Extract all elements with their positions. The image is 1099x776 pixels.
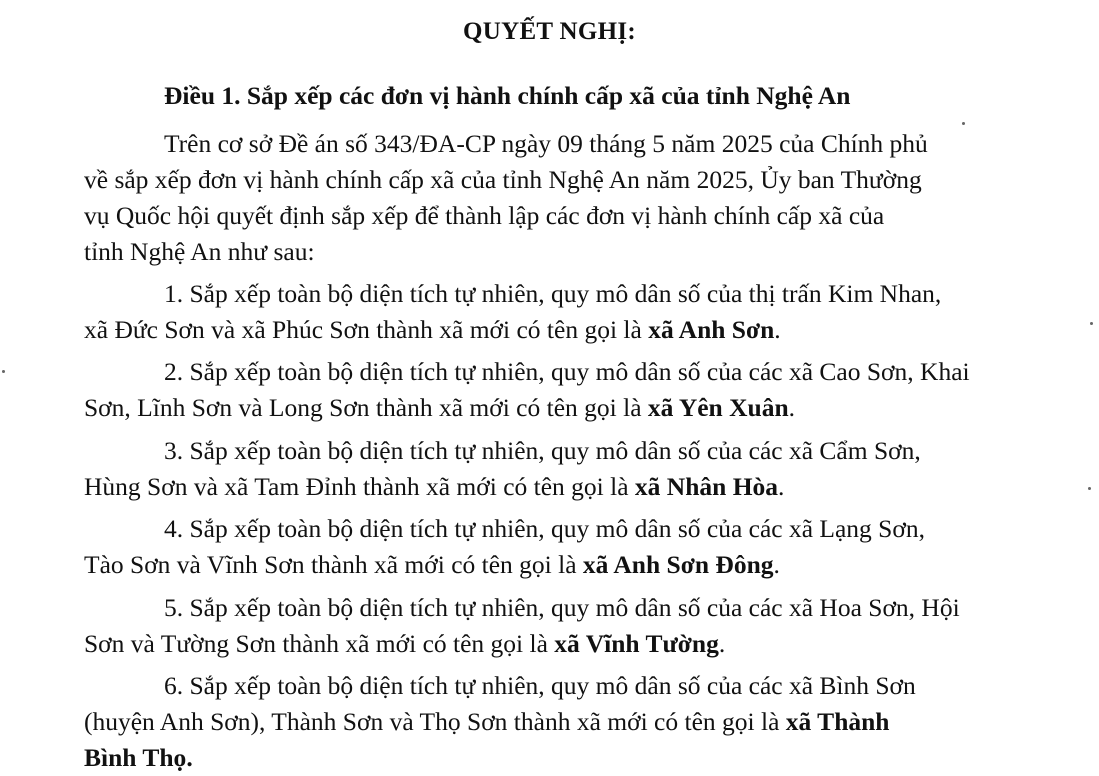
item-2-line-2 bbox=[84, 390, 795, 426]
item-6-new-commune-part-2: Bình Thọ bbox=[84, 743, 187, 772]
item-5-new-commune: xã Vĩnh Tường bbox=[554, 629, 719, 658]
item-1-text: xã Đức Sơn và xã Phúc Sơn thành xã mới có tên gọi là bbox=[84, 315, 649, 344]
item-2-text: Sơn, Lĩnh Sơn và Long Sơn thành xã mới có tên gọi là bbox=[84, 393, 648, 422]
intro-line-2: về sắp xếp đơn vị hành chính cấp xã của tỉnh Nghệ An năm 2025, Ủy ban Thường bbox=[84, 165, 922, 194]
item-2-end: . bbox=[788, 393, 796, 422]
item-2-new-commune: xã Yên Xuân bbox=[647, 393, 789, 422]
item-3-line-1: 3. Sắp xếp toàn bộ diện tích tự nhiên, quy mô dân số của các xã Cẩm Sơn, bbox=[164, 436, 921, 465]
item-6-line-1: 6. Sắp xếp toàn bộ diện tích tự nhiên, quy mô dân số của các xã Bình Sơn bbox=[164, 671, 916, 700]
scan-speck bbox=[962, 122, 965, 125]
item-1-line-2 bbox=[84, 312, 781, 348]
item-4-line-2 bbox=[84, 547, 780, 583]
item-5-text: Sơn và Tường Sơn thành xã mới có tên gọi là bbox=[84, 629, 555, 658]
item-6-line-2 bbox=[84, 704, 889, 740]
item-1-end: . bbox=[774, 315, 781, 344]
item-2-line-1: 2. Sắp xếp toàn bộ diện tích tự nhiên, quy mô dân số của các xã Cao Sơn, Khai bbox=[164, 357, 970, 386]
item-4-new-commune: xã Anh Sơn Đông bbox=[582, 550, 774, 579]
item-4-text: Tào Sơn và Vĩnh Sơn thành xã mới có tên gọi là bbox=[84, 550, 583, 579]
item-3-end: . bbox=[778, 472, 785, 501]
item-6-line-3 bbox=[84, 740, 193, 776]
scan-speck bbox=[1090, 322, 1093, 325]
item-6-new-commune-part-1: xã Thành bbox=[785, 707, 890, 736]
item-1-line-1: 1. Sắp xếp toàn bộ diện tích tự nhiên, quy mô dân số của thị trấn Kim Nhan, bbox=[164, 279, 942, 308]
intro-line-3: vụ Quốc hội quyết định sắp xếp để thành lập các đơn vị hành chính cấp xã của bbox=[84, 201, 885, 230]
item-3-text: Hùng Sơn và xã Tam Đỉnh thành xã mới có tên gọi là bbox=[84, 472, 635, 501]
item-4-line-1: 4. Sắp xếp toàn bộ diện tích tự nhiên, quy mô dân số của các xã Lạng Sơn, bbox=[164, 514, 925, 543]
resolution-heading: QUYẾT NGHỊ: bbox=[462, 18, 636, 45]
item-4-end: . bbox=[773, 550, 780, 579]
item-6-text: (huyện Anh Sơn), Thành Sơn và Thọ Sơn thành xã mới có tên gọi là bbox=[84, 707, 786, 736]
item-5-end: . bbox=[718, 629, 726, 658]
item-5-line-1: 5. Sắp xếp toàn bộ diện tích tự nhiên, quy mô dân số của các xã Hoa Sơn, Hội bbox=[164, 593, 960, 622]
item-6-end: . bbox=[186, 743, 193, 772]
scan-speck bbox=[2, 370, 5, 373]
item-3-line-2 bbox=[84, 469, 784, 505]
intro-line-4: tỉnh Nghệ An như sau: bbox=[84, 237, 315, 266]
item-1-new-commune: xã Anh Sơn bbox=[648, 315, 775, 344]
intro-line-1: Trên cơ sở Đề án số 343/ĐA-CP ngày 09 tháng 5 năm 2025 của Chính phủ bbox=[164, 129, 928, 158]
article-1-title: Điều 1. Sắp xếp các đơn vị hành chính cấp xã của tỉnh Nghệ An bbox=[164, 81, 851, 110]
item-5-line-2 bbox=[84, 626, 725, 662]
scan-speck bbox=[1088, 487, 1091, 490]
item-3-new-commune: xã Nhân Hòa bbox=[634, 472, 779, 501]
